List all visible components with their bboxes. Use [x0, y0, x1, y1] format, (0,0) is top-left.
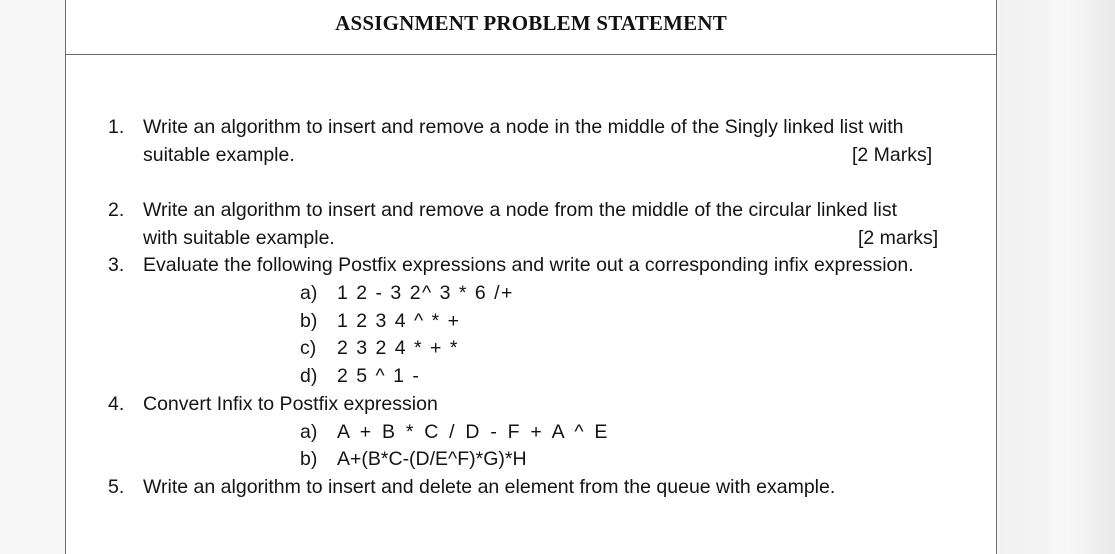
question-4a-expression: A + B * C / D - F + A ^ E: [337, 421, 608, 443]
question-3a-label: a): [300, 282, 318, 304]
question-1-text-continued: suitable example.: [143, 144, 295, 166]
question-3c-label: c): [300, 337, 317, 359]
question-1-number: 1.: [108, 116, 125, 138]
question-1-marks: [2 Marks]: [852, 144, 933, 166]
assignment-box: [65, 0, 997, 554]
question-3d-expression: 2 5 ^ 1 -: [337, 365, 421, 387]
question-4a-label: a): [300, 421, 318, 443]
question-3-text: Evaluate the following Postfix expressions and write out a corresponding infix expression.: [143, 254, 914, 276]
question-3a-expression: 1 2 - 3 2^ 3 * 6 /+: [337, 282, 514, 304]
question-4-text: Convert Infix to Postfix expression: [143, 393, 438, 415]
question-3c-expression: 2 3 2 4 * + *: [337, 337, 459, 359]
header-divider: [66, 54, 996, 55]
question-2-marks: [2 marks]: [858, 227, 939, 249]
question-5-number: 5.: [108, 476, 125, 498]
question-4b-label: b): [300, 448, 318, 470]
page-margin-shadow: [1000, 0, 1115, 554]
question-5-text: Write an algorithm to insert and delete an element from the queue with example.: [143, 476, 836, 498]
question-4b-expression: A+(B*C-(D/E^F)*G)*H: [337, 448, 527, 470]
question-3-number: 3.: [108, 254, 125, 276]
question-2-number: 2.: [108, 199, 125, 221]
question-3b-expression: 1 2 3 4 ^ * +: [337, 310, 461, 332]
question-4-number: 4.: [108, 393, 125, 415]
question-2-text-continued: with suitable example.: [143, 227, 335, 249]
question-3b-label: b): [300, 310, 318, 332]
page-title: ASSIGNMENT PROBLEM STATEMENT: [335, 11, 727, 35]
question-3d-label: d): [300, 365, 318, 387]
question-2-text: Write an algorithm to insert and remove a node from the middle of the circular linked list: [143, 199, 897, 221]
question-1-text: Write an algorithm to insert and remove a node in the middle of the Singly linked list with: [143, 116, 904, 138]
